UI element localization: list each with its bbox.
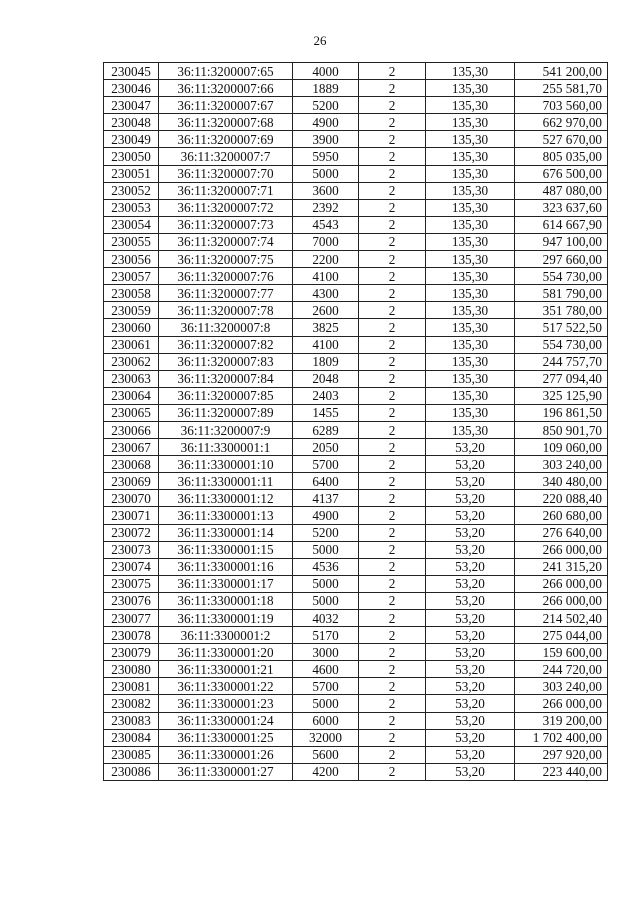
- table-row: [104, 661, 608, 678]
- record-id-cell: 230061: [104, 336, 159, 353]
- area-cell: 1809: [293, 353, 359, 370]
- rate-cell: 135,30: [426, 404, 515, 421]
- record-id-cell: 230072: [104, 524, 159, 541]
- cadastral-number-cell: 36:11:3300001:26: [159, 746, 293, 763]
- value-cell: 487 080,00: [515, 182, 608, 199]
- value-cell: 277 094,40: [515, 370, 608, 387]
- value-cell: 340 480,00: [515, 473, 608, 490]
- record-id-cell: 230055: [104, 233, 159, 250]
- cadastral-number-cell: 36:11:3200007:68: [159, 114, 293, 131]
- category-cell: 2: [359, 644, 426, 661]
- cadastral-number-cell: 36:11:3200007:82: [159, 336, 293, 353]
- record-id-cell: 230083: [104, 712, 159, 729]
- category-cell: 2: [359, 114, 426, 131]
- rate-cell: 135,30: [426, 319, 515, 336]
- table-row: [104, 575, 608, 592]
- record-id-cell: 230056: [104, 251, 159, 268]
- category-cell: 2: [359, 678, 426, 695]
- cadastral-number-cell: 36:11:3200007:72: [159, 199, 293, 216]
- record-id-cell: 230066: [104, 421, 159, 438]
- rate-cell: 53,20: [426, 678, 515, 695]
- record-id-cell: 230085: [104, 746, 159, 763]
- area-cell: 6400: [293, 473, 359, 490]
- cadastral-number-cell: 36:11:3200007:77: [159, 285, 293, 302]
- cadastral-number-cell: 36:11:3200007:71: [159, 182, 293, 199]
- record-id-cell: 230082: [104, 695, 159, 712]
- area-cell: 6000: [293, 712, 359, 729]
- record-id-cell: 230081: [104, 678, 159, 695]
- rate-cell: 53,20: [426, 473, 515, 490]
- record-id-cell: 230048: [104, 114, 159, 131]
- category-cell: 2: [359, 712, 426, 729]
- category-cell: 2: [359, 233, 426, 250]
- rate-cell: 53,20: [426, 746, 515, 763]
- category-cell: 2: [359, 746, 426, 763]
- record-id-cell: 230076: [104, 592, 159, 609]
- rate-cell: 53,20: [426, 610, 515, 627]
- cadastral-number-cell: 36:11:3300001:2: [159, 627, 293, 644]
- area-cell: 4137: [293, 490, 359, 507]
- area-cell: 4200: [293, 763, 359, 780]
- rate-cell: 135,30: [426, 353, 515, 370]
- value-cell: 662 970,00: [515, 114, 608, 131]
- area-cell: 6289: [293, 421, 359, 438]
- cadastral-number-cell: 36:11:3200007:67: [159, 97, 293, 114]
- table-row: [104, 490, 608, 507]
- record-id-cell: 230080: [104, 661, 159, 678]
- value-cell: 323 637,60: [515, 199, 608, 216]
- table-row: [104, 644, 608, 661]
- value-cell: 319 200,00: [515, 712, 608, 729]
- table-body: [104, 63, 608, 781]
- record-id-cell: 230052: [104, 182, 159, 199]
- record-id-cell: 230075: [104, 575, 159, 592]
- category-cell: 2: [359, 319, 426, 336]
- category-cell: 2: [359, 199, 426, 216]
- rate-cell: 53,20: [426, 439, 515, 456]
- area-cell: 2048: [293, 370, 359, 387]
- rate-cell: 135,30: [426, 63, 515, 80]
- category-cell: 2: [359, 524, 426, 541]
- area-cell: 3900: [293, 131, 359, 148]
- value-cell: 266 000,00: [515, 575, 608, 592]
- area-cell: 4600: [293, 661, 359, 678]
- cadastral-number-cell: 36:11:3200007:69: [159, 131, 293, 148]
- record-id-cell: 230047: [104, 97, 159, 114]
- value-cell: 276 640,00: [515, 524, 608, 541]
- cadastral-number-cell: 36:11:3300001:23: [159, 695, 293, 712]
- record-id-cell: 230058: [104, 285, 159, 302]
- table-row: [104, 268, 608, 285]
- record-id-cell: 230070: [104, 490, 159, 507]
- area-cell: 2403: [293, 387, 359, 404]
- rate-cell: 135,30: [426, 182, 515, 199]
- record-id-cell: 230064: [104, 387, 159, 404]
- rate-cell: 53,20: [426, 558, 515, 575]
- table-row: [104, 473, 608, 490]
- value-cell: 266 000,00: [515, 695, 608, 712]
- record-id-cell: 230071: [104, 507, 159, 524]
- value-cell: 297 920,00: [515, 746, 608, 763]
- area-cell: 5950: [293, 148, 359, 165]
- cadastral-number-cell: 36:11:3300001:24: [159, 712, 293, 729]
- category-cell: 2: [359, 370, 426, 387]
- rate-cell: 53,20: [426, 712, 515, 729]
- table-row: [104, 712, 608, 729]
- category-cell: 2: [359, 336, 426, 353]
- record-id-cell: 230049: [104, 131, 159, 148]
- rate-cell: 135,30: [426, 148, 515, 165]
- value-cell: 255 581,70: [515, 80, 608, 97]
- area-cell: 5200: [293, 97, 359, 114]
- cadastral-number-cell: 36:11:3300001:19: [159, 610, 293, 627]
- rate-cell: 53,20: [426, 592, 515, 609]
- area-cell: 1455: [293, 404, 359, 421]
- record-id-cell: 230046: [104, 80, 159, 97]
- area-cell: 5600: [293, 746, 359, 763]
- rate-cell: 135,30: [426, 97, 515, 114]
- rate-cell: 53,20: [426, 627, 515, 644]
- table-row: [104, 182, 608, 199]
- table-row: [104, 524, 608, 541]
- rate-cell: 53,20: [426, 661, 515, 678]
- cadastral-number-cell: 36:11:3300001:11: [159, 473, 293, 490]
- area-cell: 4100: [293, 336, 359, 353]
- category-cell: 2: [359, 353, 426, 370]
- table-row: [104, 233, 608, 250]
- rate-cell: 135,30: [426, 336, 515, 353]
- value-cell: 260 680,00: [515, 507, 608, 524]
- area-cell: 5000: [293, 165, 359, 182]
- value-cell: 303 240,00: [515, 678, 608, 695]
- cadastral-number-cell: 36:11:3200007:8: [159, 319, 293, 336]
- rate-cell: 53,20: [426, 507, 515, 524]
- category-cell: 2: [359, 148, 426, 165]
- category-cell: 2: [359, 627, 426, 644]
- rate-cell: 135,30: [426, 80, 515, 97]
- category-cell: 2: [359, 507, 426, 524]
- table-row: [104, 302, 608, 319]
- value-cell: 196 861,50: [515, 404, 608, 421]
- record-id-cell: 230062: [104, 353, 159, 370]
- category-cell: 2: [359, 182, 426, 199]
- category-cell: 2: [359, 165, 426, 182]
- record-id-cell: 230054: [104, 216, 159, 233]
- area-cell: 4536: [293, 558, 359, 575]
- cadastral-number-cell: 36:11:3300001:1: [159, 439, 293, 456]
- table-row: [104, 131, 608, 148]
- category-cell: 2: [359, 285, 426, 302]
- table-row: [104, 353, 608, 370]
- cadastral-number-cell: 36:11:3200007:73: [159, 216, 293, 233]
- record-id-cell: 230084: [104, 729, 159, 746]
- table-row: [104, 387, 608, 404]
- area-cell: 4900: [293, 114, 359, 131]
- category-cell: 2: [359, 558, 426, 575]
- category-cell: 2: [359, 541, 426, 558]
- area-cell: 5200: [293, 524, 359, 541]
- category-cell: 2: [359, 592, 426, 609]
- value-cell: 275 044,00: [515, 627, 608, 644]
- value-cell: 517 522,50: [515, 319, 608, 336]
- category-cell: 2: [359, 575, 426, 592]
- table-row: [104, 456, 608, 473]
- cadastral-number-cell: 36:11:3200007:7: [159, 148, 293, 165]
- record-id-cell: 230073: [104, 541, 159, 558]
- category-cell: 2: [359, 729, 426, 746]
- cadastral-number-cell: 36:11:3300001:16: [159, 558, 293, 575]
- rate-cell: 135,30: [426, 421, 515, 438]
- category-cell: 2: [359, 251, 426, 268]
- value-cell: 947 100,00: [515, 233, 608, 250]
- area-cell: 32000: [293, 729, 359, 746]
- value-cell: 109 060,00: [515, 439, 608, 456]
- value-cell: 266 000,00: [515, 592, 608, 609]
- rate-cell: 135,30: [426, 199, 515, 216]
- value-cell: 241 315,20: [515, 558, 608, 575]
- record-id-cell: 230074: [104, 558, 159, 575]
- area-cell: 2392: [293, 199, 359, 216]
- rate-cell: 53,20: [426, 541, 515, 558]
- value-cell: 159 600,00: [515, 644, 608, 661]
- rate-cell: 53,20: [426, 490, 515, 507]
- record-id-cell: 230065: [104, 404, 159, 421]
- category-cell: 2: [359, 80, 426, 97]
- table-row: [104, 199, 608, 216]
- cadastral-number-cell: 36:11:3300001:27: [159, 763, 293, 780]
- category-cell: 2: [359, 439, 426, 456]
- cadastral-number-cell: 36:11:3200007:84: [159, 370, 293, 387]
- table-row: [104, 63, 608, 80]
- value-cell: 266 000,00: [515, 541, 608, 558]
- table-row: [104, 148, 608, 165]
- value-cell: 223 440,00: [515, 763, 608, 780]
- cadastral-number-cell: 36:11:3200007:78: [159, 302, 293, 319]
- rate-cell: 135,30: [426, 131, 515, 148]
- area-cell: 5000: [293, 575, 359, 592]
- rate-cell: 135,30: [426, 251, 515, 268]
- category-cell: 2: [359, 661, 426, 678]
- area-cell: 5000: [293, 592, 359, 609]
- cadastral-number-cell: 36:11:3300001:14: [159, 524, 293, 541]
- table-row: [104, 404, 608, 421]
- record-id-cell: 230069: [104, 473, 159, 490]
- table-row: [104, 114, 608, 131]
- area-cell: 2050: [293, 439, 359, 456]
- record-id-cell: 230050: [104, 148, 159, 165]
- cadastral-number-cell: 36:11:3300001:10: [159, 456, 293, 473]
- rate-cell: 135,30: [426, 165, 515, 182]
- cadastral-number-cell: 36:11:3200007:9: [159, 421, 293, 438]
- value-cell: 703 560,00: [515, 97, 608, 114]
- area-cell: 7000: [293, 233, 359, 250]
- category-cell: 2: [359, 404, 426, 421]
- record-id-cell: 230086: [104, 763, 159, 780]
- area-cell: 5000: [293, 695, 359, 712]
- area-cell: 3825: [293, 319, 359, 336]
- rate-cell: 135,30: [426, 233, 515, 250]
- table-row: [104, 763, 608, 780]
- cadastral-number-cell: 36:11:3200007:83: [159, 353, 293, 370]
- cadastral-number-cell: 36:11:3200007:66: [159, 80, 293, 97]
- table-row: [104, 319, 608, 336]
- category-cell: 2: [359, 387, 426, 404]
- rate-cell: 53,20: [426, 575, 515, 592]
- table-row: [104, 610, 608, 627]
- value-cell: 581 790,00: [515, 285, 608, 302]
- cadastral-number-cell: 36:11:3300001:18: [159, 592, 293, 609]
- rate-cell: 135,30: [426, 114, 515, 131]
- value-cell: 676 500,00: [515, 165, 608, 182]
- value-cell: 554 730,00: [515, 268, 608, 285]
- cadastral-number-cell: 36:11:3200007:89: [159, 404, 293, 421]
- record-id-cell: 230060: [104, 319, 159, 336]
- area-cell: 3000: [293, 644, 359, 661]
- value-cell: 303 240,00: [515, 456, 608, 473]
- value-cell: 614 667,90: [515, 216, 608, 233]
- category-cell: 2: [359, 490, 426, 507]
- rate-cell: 53,20: [426, 456, 515, 473]
- category-cell: 2: [359, 302, 426, 319]
- table-row: [104, 627, 608, 644]
- record-id-cell: 230057: [104, 268, 159, 285]
- cadastral-number-cell: 36:11:3200007:65: [159, 63, 293, 80]
- area-cell: 2600: [293, 302, 359, 319]
- value-cell: 297 660,00: [515, 251, 608, 268]
- value-cell: 850 901,70: [515, 421, 608, 438]
- cadastral-number-cell: 36:11:3300001:15: [159, 541, 293, 558]
- record-id-cell: 230078: [104, 627, 159, 644]
- category-cell: 2: [359, 763, 426, 780]
- area-cell: 4032: [293, 610, 359, 627]
- table-row: [104, 558, 608, 575]
- value-cell: 214 502,40: [515, 610, 608, 627]
- area-cell: 2200: [293, 251, 359, 268]
- table-row: [104, 97, 608, 114]
- cadastral-number-cell: 36:11:3200007:74: [159, 233, 293, 250]
- value-cell: 805 035,00: [515, 148, 608, 165]
- rate-cell: 135,30: [426, 302, 515, 319]
- area-cell: 4100: [293, 268, 359, 285]
- value-cell: 220 088,40: [515, 490, 608, 507]
- rate-cell: 53,20: [426, 729, 515, 746]
- category-cell: 2: [359, 216, 426, 233]
- rate-cell: 135,30: [426, 268, 515, 285]
- table-row: [104, 251, 608, 268]
- rate-cell: 135,30: [426, 216, 515, 233]
- table-row: [104, 285, 608, 302]
- table-row: [104, 216, 608, 233]
- area-cell: 5700: [293, 678, 359, 695]
- record-id-cell: 230059: [104, 302, 159, 319]
- category-cell: 2: [359, 695, 426, 712]
- cadastral-number-cell: 36:11:3300001:22: [159, 678, 293, 695]
- cadastral-number-cell: 36:11:3300001:17: [159, 575, 293, 592]
- value-cell: 554 730,00: [515, 336, 608, 353]
- category-cell: 2: [359, 473, 426, 490]
- rate-cell: 53,20: [426, 644, 515, 661]
- page-number: 26: [313, 33, 327, 48]
- cadastral-number-cell: 36:11:3200007:75: [159, 251, 293, 268]
- table-row: [104, 80, 608, 97]
- table-row: [104, 336, 608, 353]
- category-cell: 2: [359, 610, 426, 627]
- area-cell: 1889: [293, 80, 359, 97]
- value-cell: 244 720,00: [515, 661, 608, 678]
- category-cell: 2: [359, 421, 426, 438]
- cadastral-number-cell: 36:11:3300001:13: [159, 507, 293, 524]
- table-row: [104, 678, 608, 695]
- category-cell: 2: [359, 456, 426, 473]
- record-id-cell: 230051: [104, 165, 159, 182]
- cadastral-number-cell: 36:11:3300001:20: [159, 644, 293, 661]
- rate-cell: 53,20: [426, 763, 515, 780]
- record-id-cell: 230068: [104, 456, 159, 473]
- rate-cell: 135,30: [426, 370, 515, 387]
- rate-cell: 135,30: [426, 387, 515, 404]
- value-cell: 351 780,00: [515, 302, 608, 319]
- cadastral-number-cell: 36:11:3200007:85: [159, 387, 293, 404]
- record-id-cell: 230053: [104, 199, 159, 216]
- area-cell: 3600: [293, 182, 359, 199]
- value-cell: 1 702 400,00: [515, 729, 608, 746]
- table-row: [104, 507, 608, 524]
- table-row: [104, 541, 608, 558]
- category-cell: 2: [359, 97, 426, 114]
- rate-cell: 53,20: [426, 524, 515, 541]
- category-cell: 2: [359, 63, 426, 80]
- record-id-cell: 230079: [104, 644, 159, 661]
- table-row: [104, 746, 608, 763]
- table-row: [104, 165, 608, 182]
- area-cell: 5000: [293, 541, 359, 558]
- cadastral-number-cell: 36:11:3300001:25: [159, 729, 293, 746]
- area-cell: 5170: [293, 627, 359, 644]
- rate-cell: 53,20: [426, 695, 515, 712]
- table-row: [104, 439, 608, 456]
- value-cell: 244 757,70: [515, 353, 608, 370]
- value-cell: 541 200,00: [515, 63, 608, 80]
- rate-cell: 135,30: [426, 285, 515, 302]
- area-cell: 4000: [293, 63, 359, 80]
- record-id-cell: 230077: [104, 610, 159, 627]
- category-cell: 2: [359, 268, 426, 285]
- cadastral-number-cell: 36:11:3200007:76: [159, 268, 293, 285]
- record-id-cell: 230067: [104, 439, 159, 456]
- area-cell: 4300: [293, 285, 359, 302]
- area-cell: 5700: [293, 456, 359, 473]
- category-cell: 2: [359, 131, 426, 148]
- land-registry-table: [103, 62, 608, 781]
- table-row: [104, 729, 608, 746]
- table-row: [104, 421, 608, 438]
- table-row: [104, 370, 608, 387]
- area-cell: 4543: [293, 216, 359, 233]
- cadastral-number-cell: 36:11:3300001:12: [159, 490, 293, 507]
- value-cell: 527 670,00: [515, 131, 608, 148]
- table-row: [104, 695, 608, 712]
- record-id-cell: 230063: [104, 370, 159, 387]
- cadastral-number-cell: 36:11:3200007:70: [159, 165, 293, 182]
- value-cell: 325 125,90: [515, 387, 608, 404]
- table-row: [104, 592, 608, 609]
- cadastral-number-cell: 36:11:3300001:21: [159, 661, 293, 678]
- area-cell: 4900: [293, 507, 359, 524]
- record-id-cell: 230045: [104, 63, 159, 80]
